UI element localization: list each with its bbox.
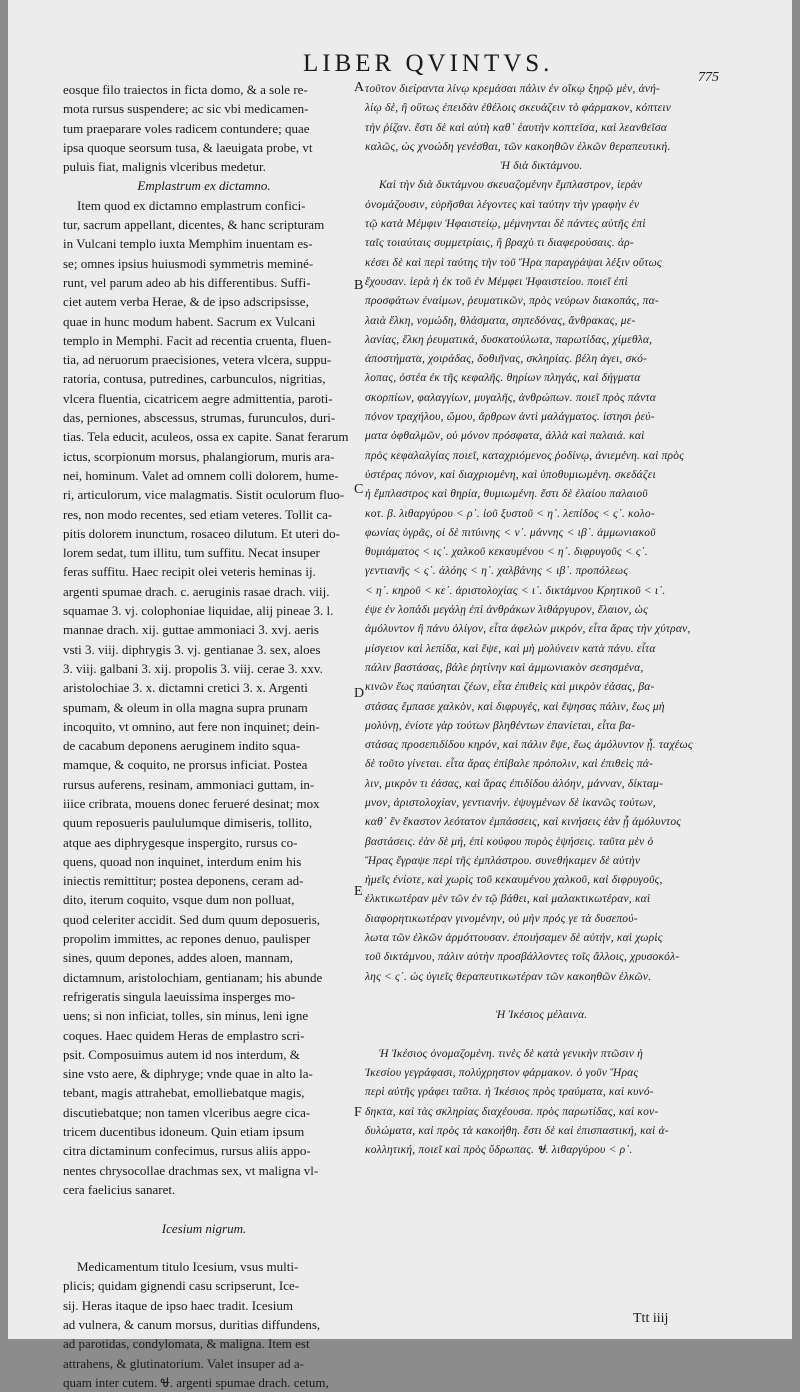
text-line: vsti 3. viij. diphrygis 3. vj. gentianae 3. sex, aloes [63,641,321,657]
text-line: πρὸς κεφαλαλγίας ποιεῖ, καταχριόμενος ῥοδίνῳ, ἀνιεμένη. καὶ πρὸς [365,449,685,462]
text-line: λανίας, ἕλκη ῥευματικά, δυσκατούλωτα, παρωτίδας, χίμεθλα, [365,333,653,346]
text-line: γεντιανῆς < ς᾽. ἀλόης < η᾽. χαλβάνης < ιβ᾽. προπόλεως [365,565,629,578]
text-line: in Vulcani templo iuxta Memphim inuentam es- [63,236,313,252]
text-line: πάλιν βαστάσας, βάλε ῥητίνην καὶ ἀμμωνιακὸν σεσησμένα, [365,661,644,674]
text-line: mamque, & coquito, ne prorsus inficiat. Postea [63,757,308,773]
text-line: περὶ αὐτῆς γράφει ταῦτα. ἡ Ἰκέσιος πρὸς τραύματα, καὶ κυνό- [365,1086,654,1099]
text-line: discutiebatque; non tamen vlceribus aegre cica- [63,1104,311,1120]
greek-heading-diktamnou: Ἡ διὰ δικτάμνου. [500,160,583,173]
text-line: ad vulnera, & canum morsus, duritias diffundens, [63,1317,321,1332]
text-line: κέσει δὲ καὶ περὶ ταύτης τὴν τοῦ Ἥρα παραγράψαι λέξιν οὕτως [365,256,662,269]
text-line: nentes chrysocollae drachmas sex, vt maligna vl- [63,1162,319,1178]
text-line: ἡ ἔμπλαστρος καὶ θηρία, θυμιωμένη. ἔστι δὲ ἐλαίου παλαιοῦ [365,488,648,501]
text-line: ὑστέρας πόνον, καὶ διαχριομένη, καὶ ὑποθυμιωμένη. σκεδάζει [365,468,656,481]
text-line: sij. Heras itaque de ipso haec tradit. Icesium [63,1297,293,1313]
text-line: incoquito, vt omnino, aut fere non inquinet; dein- [63,718,320,734]
text-line: < η᾽. κηροῦ < κε᾽. ἀριστολοχίας < ι᾽. δικτάμνου Κρητικοῦ < ι᾽. [365,584,666,597]
text-line: propolim immittes, ac repones denuo, paulisper [63,931,311,947]
text-line: dito, iterum coquito, vsque dum non polluat, [63,892,295,908]
text-line: atque aes diphrygesque inspergito, rursus co- [63,834,298,850]
text-line: refrigeratis singula laeuissima insperges mo- [63,988,296,1004]
text-line: ἑλκτικωτέραν μὲν τῶν ἐν τῷ βάθει, καὶ μαλακτικωτέραν, καὶ [365,893,651,906]
text-line: ματα ὀφθαλμῶν, οὐ μόνον πρόσφατα, ἀλλὰ καὶ παλαιά. καὶ [365,430,645,443]
text-line: quens, quoad non inquinet, interdum enim his [63,853,302,869]
text-line: quum reposueris paululumque dimiseris, tollito, [63,815,313,831]
text-line: Ἰκεσίου γεγράφασι, πολύχρηστον φάρμακον. ὁ γοῦν Ἥρας [365,1067,639,1080]
text-line: quae in hunc modum habent. Sacrum ex Vulcani [63,313,316,329]
text-line: δυλώματα, καὶ πρὸς τὰ κακοήθη. ἔστι δὲ καὶ ἐπισπαστική, καὶ ἀ- [365,1125,669,1138]
text-line: λιν, μικρὸν τι ἐάσας, καὶ ἄρας ἐπιδίδου ἀλόην, μάνναν, δίκταμ- [365,777,664,790]
text-line: δηκτα, καὶ τὰς σκληρίας διαχέουσα. πρὸς παρωτίδας, καὶ κον- [365,1105,659,1118]
text-line: Ἥρας ἔγραψε περὶ τῆς ἐμπλάστρου. συνεθήκαμεν δὲ αὐτὴν [365,854,641,867]
text-line: πόνον τραχήλου, ὤμου, ἄρθρων ἀντὶ μαλάγματος. ἱστησι ῥεύ- [365,411,655,424]
text-line: tias. Tela educit, aculeos, ossa ex capite. Sanat ferarum [63,429,349,445]
latin-heading-icesium: Icesium nigrum. [161,1220,247,1236]
text-line: iniectis remittitur; postea deponens, ceram ad- [63,873,304,889]
text-line: κινῶν ἕως παύσηται ζέων, εἶτα ἐπιθεὶς καὶ μικρὸν ἐάσας, βα- [365,681,655,694]
greek-column [365,80,718,1161]
text-line: tum praeparare voles radicem contundere; quae [63,120,310,136]
text-line: sine vsto aere, & diphryge; vnde quae in alto la- [63,1066,313,1082]
text-line: καθ᾽ ἓν ἕκαστον λεότατον ἐμπάσσεις, καὶ κινήσεις ἐὰν ᾖ ἀμόλυντος [365,816,682,829]
text-line: tia, ad neruorum praecisiones, vetera vlcera, suppu- [63,352,332,368]
text-line: φωνίας ὑγρᾶς, οἱ δὲ πιτύινης < ν᾽. μάννης < ιβ᾽. ἀμμωνιακοῦ [365,526,656,539]
text-line: puluis fiat, malignis vlceribus medetur. [63,159,266,175]
greek-heading-ikesios: Ἡ Ἰκέσιος μέλαινα. [495,1009,588,1022]
text-line: δὲ τοῦτο γίνεται. εἶτα ἄρας ἐπίβαλε πρόπολιν, καὶ ἐπιθεὶς πά- [365,758,654,771]
greek-section-ikesios [365,1045,718,1161]
text-line: στάσας προσεπιδίδου κηρόν, καὶ πάλιν ἕψε, ἕως ἀμόλυντον ᾖ. ταχέως [365,739,693,752]
text-line: iiice cribrata, mouens donec ferueré desinat; mox [63,795,320,811]
text-line: ταῖς τοιαύταις συμμετρίαις, ἢ βραχὺ τι διαφερούσαις. ἀρ- [365,237,634,250]
margin-letter-e: E [354,884,363,899]
text-line: ad parotidas, condylomata, & maligna. Item est [63,1336,310,1352]
text-line: cera faelicius sanaret. [63,1181,176,1197]
text-line: καλῶς, ὡς χνοώδη γενέσθαι, τῶν κακοηθῶν ἑλκῶν θεραπευτική. [365,140,671,153]
text-line: τὴν ῥίζαν. ἔστι δὲ καὶ αὐτὴ καθ᾽ ἑαυτὴν κοπτεῖσα, καὶ λεανθεῖσα [365,121,668,134]
text-line: mannae drach. xij. guttae ammoniaci 3. xvj. aeris [63,622,319,638]
text-line: dictamnum, aristolochiam, gentianam; his abunde [63,969,323,985]
text-line: λης < ς᾽. ὡς ὑγιεῖς θεραπευτικωτέραν τῶν κακοηθῶν ἑλκῶν. [365,970,652,983]
text-line: ri, articulorum, vice malagmatis. Sistit oculorum fluo- [63,487,345,503]
book-page [8,0,792,1390]
text-line: plicis; quidam gignendi casu scripserunt, Ice- [63,1278,300,1294]
page-number: 775 [698,70,719,85]
text-line: uens; si non inficiat, tolles, sin minus, leni igne [63,1008,309,1024]
text-line: se; omnes ipsius huiusmodi symmetris meminé- [63,255,314,271]
text-line: squamae 3. vj. colophoniae liquidae, alij pineae 3. l. [63,603,334,619]
text-line: στάσας ἔμπασε χαλκὸν, καὶ διφρυγές, καὶ ἕψησας πάλιν, ἕως μὴ [365,700,665,713]
text-line: ἀποστήματα, χοιράδας, δοθιῆνας, σκληρίας. βέλη ἀγει, σκό- [365,353,648,366]
running-title: LIBER QVINTVS. [303,50,554,77]
text-line: ἔχουσαν. ἱερὰ ἡ ἐκ τοῦ ἐν Μέμφει Ἡφαιστείου. ποιεῖ ἐπὶ [365,275,628,288]
text-line: tebant, magis attrahebat, emolliebatque magis, [63,1085,305,1101]
text-line: rursus auferens, resinam, ammoniaci guttam, in- [63,776,315,792]
margin-letter-c: C [354,482,364,497]
text-line: μνον, ἀριστολοχίαν, γεντιανήν. ἐψυγμένων δὲ ἱκανῶς τούτων, [365,796,656,809]
text-line: τοῦτον διείραντα λίνῳ κρεμάσαι πάλιν ἐν οἴκῳ ξηρῷ μὲν, ἀνή- [365,83,661,95]
text-line: βαστάσεις. ἐὰν δὲ μή, ἐπὶ κούφου πυρὸς ἑψήσεις. ταῦτα μὲν ὁ [365,835,654,848]
text-line: sines, quum depones, addes aloen, mannam, [63,950,293,966]
text-line: λαιὰ ἕλκη, νομώδη, θλάσματα, σηπεδόνας, ἄνθρακας, με- [365,314,636,327]
text-line: coques. Haec quidem Heras de emplastro scri- [63,1027,305,1043]
text-line: κολλητική, ποιεῖ καὶ πρὸς ὕδρωπας. Ꮰ. λιθαργύρου < ρ᾽. [365,1144,633,1157]
text-line: de cacabum deponens aeruginem indito squa- [63,738,301,754]
text-line: διαφορητικωτέραν γινομένην, οὐ μὴν πρός γε τὰ δυσεπού- [365,912,638,925]
text-line: τοῦ δικτάμνου, πάλιν αὐτὴν προσβάλλοντες τοῖς ἄλλοις, χρυσοκόλ- [365,951,680,964]
text-line: Medicamentum titulo Icesium, vsus multi- [77,1259,299,1275]
text-line: ὀνομάζουσιν, εὑρῆσθαι λέγοντες καὶ ταύτην τὴν γραφὴν ἐν [365,198,640,211]
latin-section-icesium [63,1257,345,1392]
latin-heading-emplastrum: Emplastrum ex dictamno. [137,178,271,194]
signature-mark: Ttt iiij [633,1311,669,1326]
text-line: lorem sedat, tum illitu, tum suffitu. Necat insuper [63,545,320,561]
text-line: runt, vel parum adeo ab his differentibus. Suffi- [63,274,311,290]
text-line: attrahens, & glutinatorium. Valet insuper ad a- [63,1355,304,1371]
text-line: pitis dolorem inunctum, rosaceo dilutum. Et uteri do- [63,525,340,541]
text-line: quam inter cutem. Ꮰ. argenti spumae drach. cetum, [63,1374,329,1390]
text-line: mota rursus suspendere; ac sic vbi medicamen- [63,101,309,117]
text-line: psit. Composuimus autem id nos interdum, & [63,1046,300,1062]
text-line: tricem ducentibus idoneum. Quin etiam ipsum [63,1124,305,1140]
text-line: aristolochiae 3. x. dictamni cretici 3. x. Argenti [63,680,308,696]
text-line: τῷ κατὰ Μέμφιν Ἡφαιστείῳ, μέμνηνται δὲ πάντες αὐτῆς ἐπὶ [365,218,646,231]
text-line: templo in Memphi. Facit ad recentia cruenta, fluen- [63,332,332,348]
text-line: ciet autem verba Herae, & de ipso adscripsisse, [63,294,309,310]
text-line: spumam, & oleum in olla magna supra prunam [63,699,308,715]
latin-section-emplastrum [63,196,349,1199]
text-line: μίσγειον καὶ λεπίδα, καὶ ἕψε, καὶ μὴ μολύνειν κατὰ πάνυ. εἶτα [365,642,656,655]
text-line: ictus, scorpionum morsus, phalangiorum, muris ara- [63,448,335,464]
greek-section-diktamnou [365,176,718,986]
text-line: quod celeriter accidit. Sed dum quum deposueris, [63,911,321,927]
text-line: res, non modo recentes, sed etiam veteres. Tollit ca- [63,506,333,522]
text-line: das, perniones, abscessus, strumas, furunculos, duri- [63,410,336,426]
text-line: tur, sacrum appellant, dicentes, & hanc scripturam [63,217,325,233]
margin-letter-f: F [354,1105,362,1120]
text-line: λίῳ δὲ, ἢ οὕτως ἐπειδὰν ἐθέλοις σκευάζειν τὸ φάρμακον, κόπτειν [365,102,672,115]
text-line: ἡμεῖς ἐνίοτε, καὶ χωρὶς τοῦ κεκαυμένου χαλκοῦ, καὶ διφρυγοῦς, [365,874,663,887]
text-line: ratoria, contusa, putredines, carbunculos, nigritias, [63,371,326,387]
latin-intro-paragraph [63,80,345,176]
text-line: λοπας, ὀστέα ἐκ τῆς κεφαλῆς. θηρίων πληγάς, καὶ δήγματα [365,372,641,385]
margin-letter-d: D [354,686,365,701]
margin-letter-b: B [354,278,364,293]
text-line: θυμιάματος < ις᾽. χαλκοῦ κεκαυμένου < η᾽. διφρυγοῦς < ς᾽. [365,546,648,559]
latin-column [63,80,349,1392]
text-line: σκορπίων, φαλαγγίων, μυγαλῆς, ἀνθρώπων. ποιεῖ πρὸς πάντα [365,391,656,404]
greek-intro-paragraph [365,80,718,157]
text-line: argenti spumae drach. c. aeruginis rasae drach. viij. [63,583,330,599]
text-line: μολύνῃ, ἐνίοτε γὰρ τούτων βληθέντων ἐπανίεται, εἶτα βα- [365,719,636,732]
text-line: feras suffitu. Haec recipit olei veteris heminas ij. [63,564,316,580]
text-line: Καὶ τὴν διὰ δικτάμνου σκευαζομένην ἔμπλαστρον, ἱερὰν [379,179,643,192]
text-line: προσφάτων ἐναίμων, ῥευματικῶν, πρὸς νεύρων διακοπάς, πα- [365,295,659,308]
margin-letter-a: A [354,80,365,95]
text-line: vlcera fluentia, cicatricem aegre admittentia, paroti- [63,390,333,406]
text-line: eosque filo traiectos in ficta domo, & a sole re- [63,82,308,97]
text-line: nei, hominum. Valet ad omnem colli dolorem, hume- [63,467,339,483]
text-line: Ἡ Ἰκέσιος ὀνομαζομένη. τινὲς δὲ κατὰ γενικὴν πτῶσιν ἡ [379,1047,644,1060]
text-line: ipsa quoque seorsum tusa, & laeuigata probe, vt [63,139,313,155]
text-line: κοτ. β. λιθαργύρου < ρ᾽. ἰοῦ ξυστοῦ < η᾽. λεπίδος < ς᾽. κολο- [365,507,655,520]
text-line: λωτα τῶν ἑλκῶν ἁρμόττουσαν. ἐποιήσαμεν δὲ αὐτήν, καὶ χωρὶς [365,932,663,945]
text-line: citra dictaminum confecimus, rursus aliis appo- [63,1143,311,1159]
text-line: 3. viij. galbani 3. xij. propolis 3. viij. cerae 3. xxv. [63,660,323,676]
text-line: Item quod ex dictamno emplastrum confici- [77,197,306,213]
text-line: ἀμόλυντον ἢ πάνυ ὀλίγον, εἶτα ἀφελὼν μικρόν, εἶτα ἄρας τὴν χύτραν, [365,623,691,636]
text-line: ἐψε ἐν λοπάδι μεγάλῃ ἐπὶ ἀνθράκων λιθάργυρον, ἔλαιον, ὡς [365,604,648,617]
